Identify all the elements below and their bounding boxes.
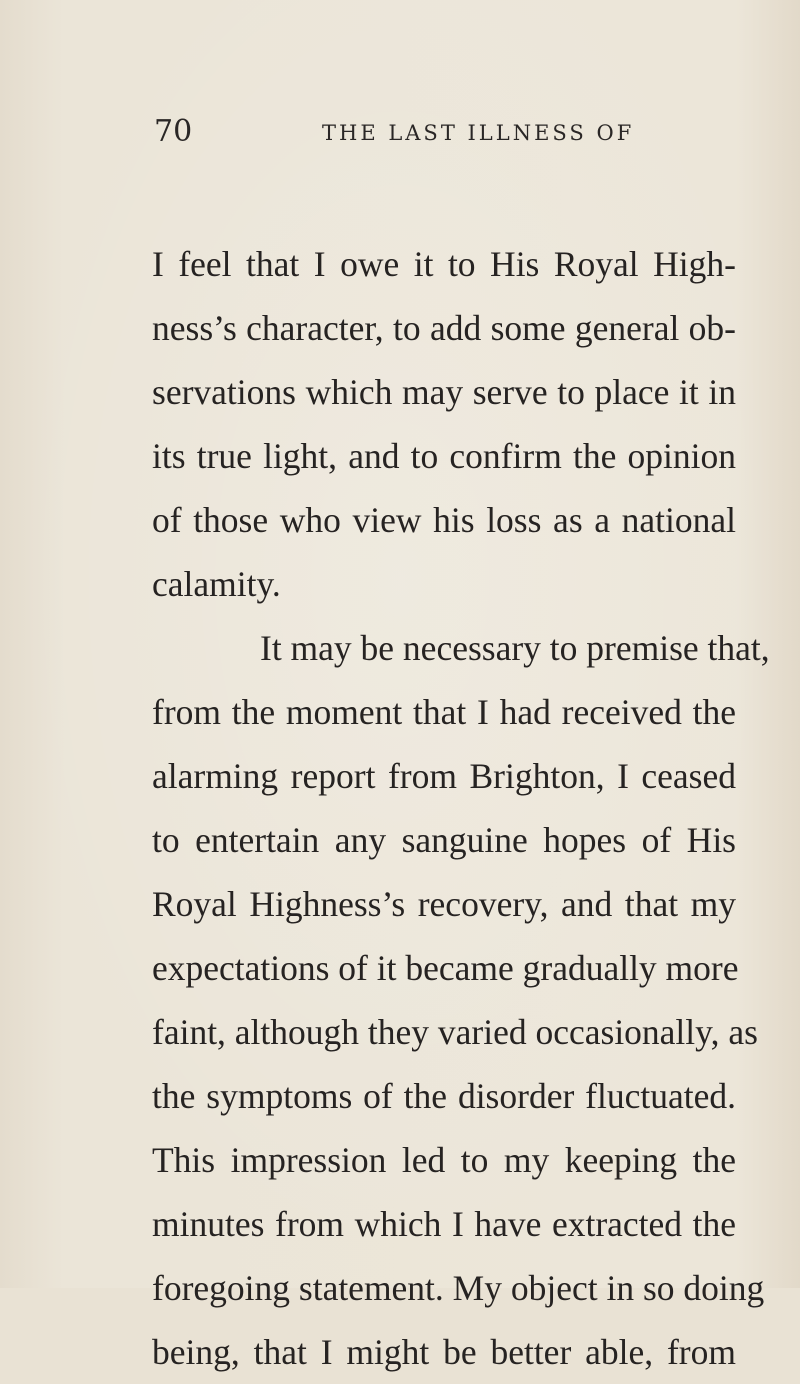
text-line: to entertain any sanguine hopes of His	[152, 820, 736, 860]
text-line: faint, although they varied occasionally, as	[152, 1012, 758, 1052]
text-line: This impression led to my keeping the	[152, 1140, 736, 1180]
text-line: servations which may serve to place it in	[152, 372, 736, 412]
page-number: 70	[154, 114, 193, 149]
text-line: calamity.	[152, 564, 281, 604]
text-line: of those who view his loss as a national	[152, 500, 736, 540]
text-line: alarming report from Brighton, I ceased	[152, 756, 736, 796]
text-line: minutes from which I have extracted the	[152, 1204, 736, 1244]
body-text	[152, 232, 770, 1384]
text-line: ness’s character, to add some general ob-	[152, 308, 736, 348]
text-line: It may be necessary to premise that,	[260, 628, 770, 668]
text-line: its true light, and to confirm the opinion	[152, 436, 736, 476]
page-header	[0, 112, 800, 152]
text-line: Royal Highness’s recovery, and that my	[152, 884, 736, 924]
text-line: foregoing statement. My object in so doing	[152, 1268, 765, 1308]
text-line: being, that I might be better able, from	[152, 1332, 736, 1372]
running-title: THE LAST ILLNESS OF	[322, 121, 635, 145]
text-line: I feel that I owe it to His Royal High-	[152, 244, 736, 284]
text-line: the symptoms of the disorder fluctuated.	[152, 1076, 736, 1116]
text-line: expectations of it became gradually more	[152, 948, 739, 988]
text-line: from the moment that I had received the	[152, 692, 736, 732]
